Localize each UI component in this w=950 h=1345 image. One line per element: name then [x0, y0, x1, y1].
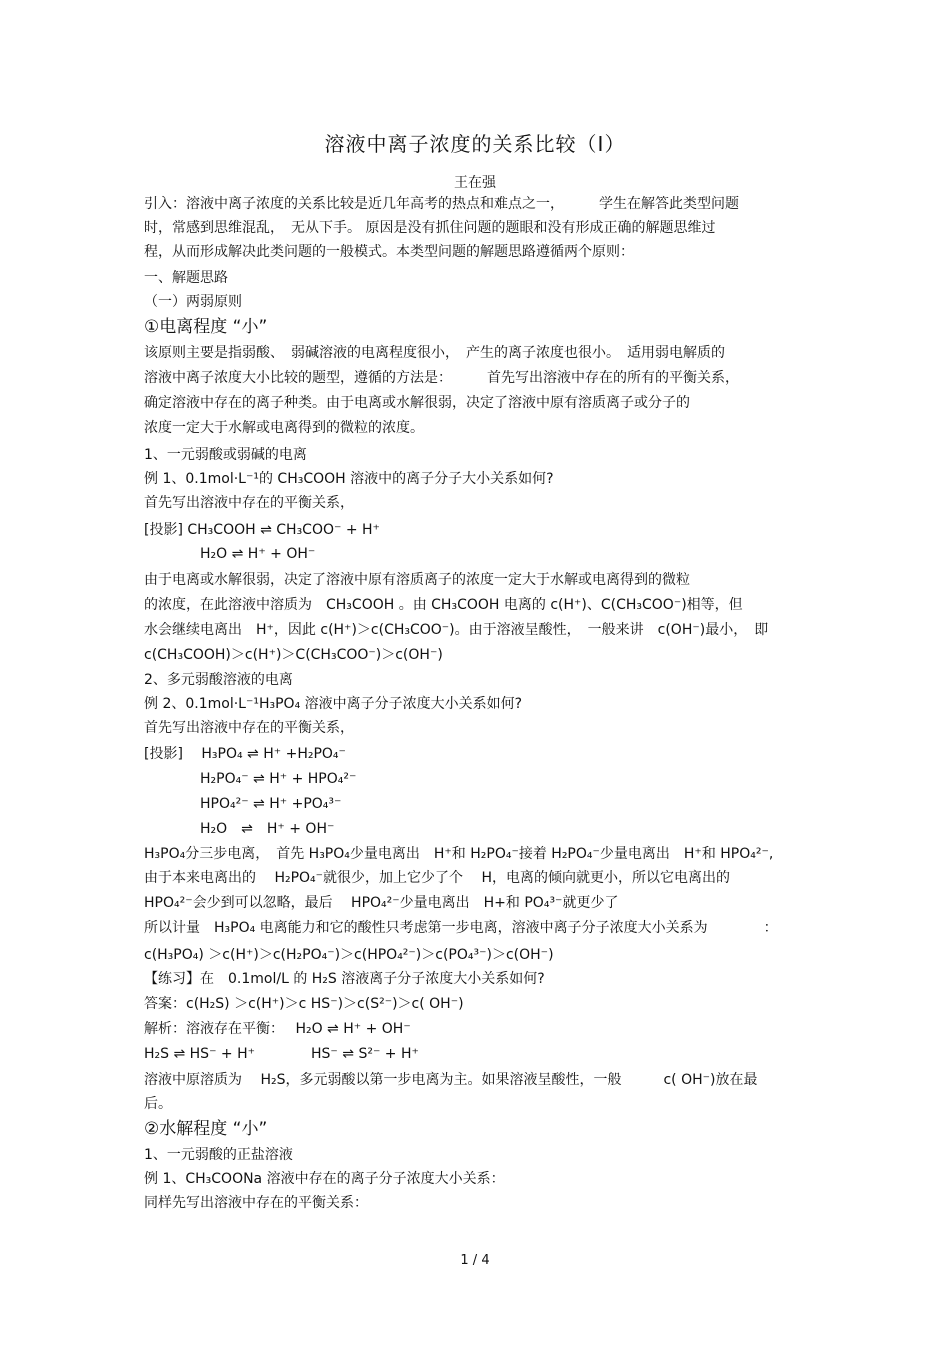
equation-line: H₂O ⇌ H⁺ + OH⁻ — [144, 546, 316, 562]
page-number: 1 / 4 — [460, 1253, 490, 1268]
equation-line: H₂PO₄⁻ ⇌ H⁺ + HPO₄²⁻ — [144, 771, 357, 787]
equation-line: HPO₄²⁻ ⇌ H⁺ +PO₄³⁻ — [144, 796, 342, 812]
text-line: 程，从而形成解决此类问题的一般模式。本类型问题的解题思路遵循两个原则： — [144, 244, 634, 260]
example-line: 例 1、CH₃COONa 溶液中存在的离子分子浓度大小关系： — [144, 1171, 505, 1187]
text-line: 所以计量 H₃PO₄ 电离能力和它的酸性只考虑第一步电离，溶液中离子分子浓度大小关系为 ： — [144, 920, 778, 936]
author-name: 王在强 — [454, 175, 496, 191]
text-line: 后。 — [144, 1096, 172, 1112]
document-title: 溶液中离子浓度的关系比较（Ⅰ） — [324, 132, 626, 156]
equation-line: [投影] H₃PO₄ ⇌ H⁺ +H₂PO₄⁻ — [144, 746, 346, 762]
subsection-heading: （一）两弱原则 — [144, 294, 242, 310]
text-line: 由于本来电离出的 H₂PO₄⁻就很少，加上它少了个 H，电离的倾向就更小，所以它电离出的 — [144, 870, 731, 886]
analysis-line: 解析：溶液存在平衡： H₂O ⇌ H⁺ + OH⁻ — [144, 1021, 411, 1037]
text-line: 首先写出溶液中存在的平衡关系， — [144, 495, 354, 511]
text-line: HPO₄²⁻会少到可以忽略，最后 HPO₄²⁻少量电离出 H+和 PO₄³⁻就更少了 — [144, 895, 619, 911]
equation-line: c(CH₃COOH)＞c(H⁺)＞C(CH₃COO⁻)＞c(OH⁻) — [144, 647, 443, 663]
section-heading: 一、解题思路 — [144, 270, 228, 286]
text-line: 溶液中离子浓度大小比较的题型，遵循的方法是： 首先写出溶液中存在的所有的平衡关系， — [144, 370, 739, 386]
text-line: 该原则主要是指弱酸、 弱碱溶液的电离程度很小， 产生的离子浓度也很小。 适用弱电解质的 — [144, 345, 725, 361]
subsection-heading: 2、多元弱酸溶液的电离 — [144, 672, 293, 688]
principle-heading: ①电离程度 “小” — [144, 317, 268, 337]
text-line: 由于电离或水解很弱，决定了溶液中原有溶质离子的浓度一定大于水解或电离得到的微粒 — [144, 572, 690, 588]
example-line: 例 2、0.1mol·L⁻¹H₃PO₄ 溶液中离子分子浓度大小关系如何? — [144, 696, 523, 712]
text-line: 确定溶液中存在的离子种类。由于电离或水解很弱，决定了溶液中原有溶质离子或分子的 — [144, 395, 690, 411]
text-line: 首先写出溶液中存在的平衡关系， — [144, 720, 354, 736]
text-line: 溶液中原溶质为 H₂S，多元弱酸以第一步电离为主。如果溶液呈酸性，一般 c( OH⁻)放在最 — [144, 1072, 758, 1088]
exercise-line: 【练习】在 0.1mol/L 的 H₂S 溶液离子分子浓度大小关系如何? — [144, 971, 545, 987]
text-line: 时，常感到思维混乱， 无从下手。 原因是没有抓住问题的题眼和没有形成正确的解题思维过 — [144, 220, 716, 236]
equation-line: H₂O ⇌ H⁺ + OH⁻ — [144, 821, 335, 837]
answer-line: 答案：c(H₂S) ＞c(H⁺)＞c HS⁻)＞c(S²⁻)＞c( OH⁻) — [144, 996, 464, 1012]
text-line: H₃PO₄分三步电离， 首先 H₃PO₄少量电离出 H⁺和 H₂PO₄⁻接着 H₂PO₄⁻少量电离出 H⁺和 HPO₄²⁻, — [144, 846, 774, 862]
text-line: 同样先写出溶液中存在的平衡关系： — [144, 1195, 368, 1211]
text-line: 浓度一定大于水解或电离得到的微粒的浓度。 — [144, 420, 424, 436]
subsection-heading: 1、一元弱酸或弱碱的电离 — [144, 447, 307, 463]
example-line: 例 1、0.1mol·L⁻¹的 CH₃COOH 溶液中的离子分子大小关系如何? — [144, 471, 554, 487]
text-line: 引入：溶液中离子浓度的关系比较是近几年高考的热点和难点之一， 学生在解答此类型问题 — [144, 196, 739, 212]
equation-line: [投影] CH₃COOH ⇌ CH₃COO⁻ + H⁺ — [144, 522, 380, 538]
principle-heading: ②水解程度 “小” — [144, 1119, 268, 1139]
text-line: 水会继续电离出 H⁺，因此 c(H⁺)＞c(CH₃COO⁻)。由于溶液呈酸性， 一般来讲 c(OH⁻)最小， 即 — [144, 622, 769, 638]
text-line: 的浓度，在此溶液中溶质为 CH₃COOH 。由 CH₃COOH 电离的 c(H⁺)、C(CH₃COO⁻)相等，但 — [144, 597, 743, 613]
subsection-heading: 1、一元弱酸的正盐溶液 — [144, 1147, 293, 1163]
equation-line: H₂S ⇌ HS⁻ + H⁺ HS⁻ ⇌ S²⁻ + H⁺ — [144, 1046, 419, 1062]
equation-line: c(H₃PO₄) ＞c(H⁺)＞c(H₂PO₄⁻)＞c(HPO₄²⁻)＞c(PO₄³⁻)＞c(OH⁻) — [144, 947, 554, 963]
